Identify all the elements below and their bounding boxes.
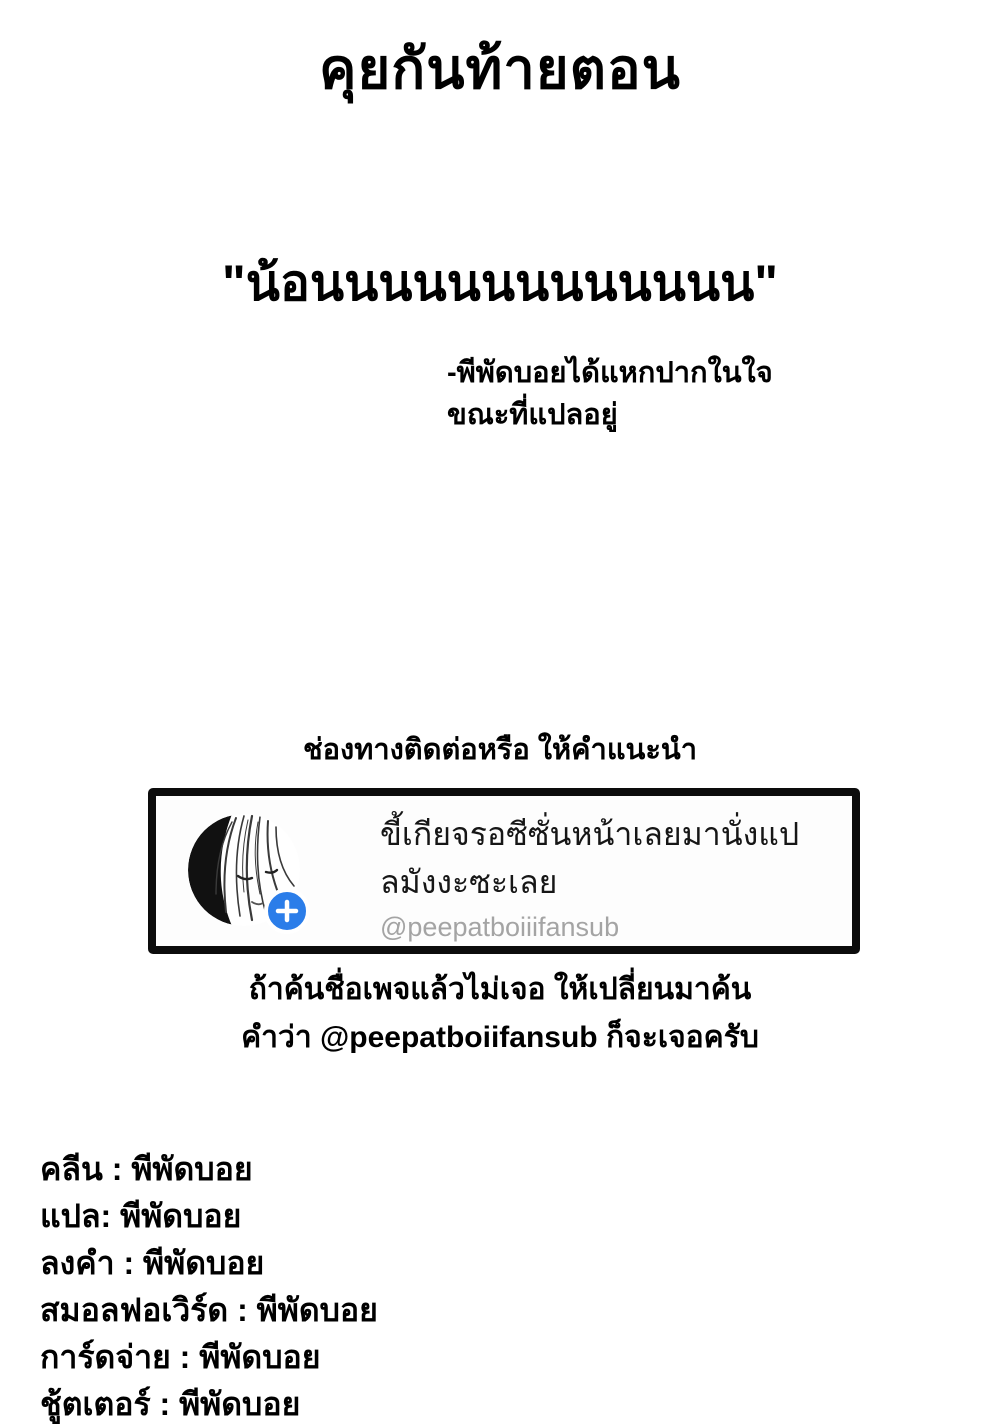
credit-line-card: การ์ดจ่าย : พีพัดบอย	[40, 1339, 321, 1375]
note-line-2: คำว่า @peepatboiifansub ก็จะเจอครับ	[241, 1021, 759, 1054]
credit-line-typeset: ลงคำ : พีพัดบอย	[40, 1245, 265, 1281]
profile-handle: @peepatboiiifansub	[380, 912, 620, 942]
search-hint-note	[0, 966, 1000, 1062]
contact-section-header: ช่องทางติดต่อหรือ ให้คำแนะนำ	[302, 734, 698, 766]
attribution-line-2: ขณะที่แปลอยู่	[447, 399, 618, 432]
credits-list	[40, 1146, 378, 1428]
plus-badge	[264, 888, 310, 934]
twitter-profile-card	[148, 788, 860, 954]
credit-line-smallword: สมอลฟอเวิร์ด : พีพัดบอย	[40, 1292, 378, 1328]
avatar	[188, 814, 300, 926]
note-line-1: ถ้าค้นชื่อเพจแล้วไม่เจอ ให้เปลี่ยนมาค้น	[248, 973, 752, 1006]
quote-attribution	[447, 352, 867, 436]
quote-text: "น้อนนนนนนนนนนนนน"	[222, 255, 778, 311]
credit-line-clean: คลีน : พีพัดบอย	[40, 1151, 253, 1187]
attribution-line-1: -พีพัดบอยได้แหกปากในใจ	[447, 357, 773, 389]
credit-line-translate: แปล: พีพัดบอย	[40, 1198, 242, 1234]
plus-icon	[274, 898, 300, 924]
credit-line-shooter: ชู้ตเตอร์ : พีพัดบอย	[40, 1386, 301, 1422]
profile-display-name: ขี้เกียจรอซีซั่นหน้าเลยมานั่งแปลมังงะซะเลย	[380, 816, 800, 900]
page-title: คุยกันท้ายตอน	[319, 37, 681, 100]
